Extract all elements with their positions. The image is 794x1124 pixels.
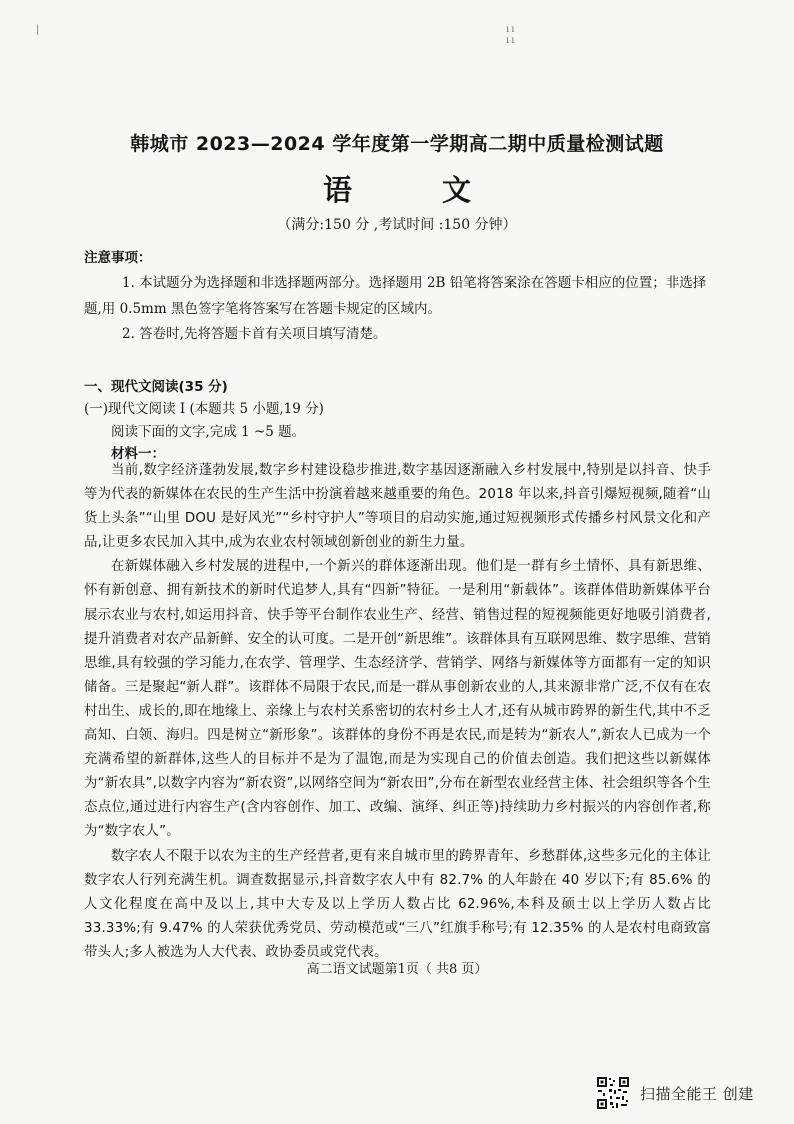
score-info: （满分:150 分 ,考试时间 :150 分钟） bbox=[277, 217, 517, 233]
scan-marks bbox=[36, 24, 517, 46]
qr-code-icon bbox=[596, 1076, 630, 1110]
reading-instruction: 阅读下面的文字,完成 1 ~5 题。 bbox=[111, 424, 306, 440]
subsection-heading: (一)现代文阅读 I (本题共 5 小题,19 分) bbox=[84, 401, 324, 417]
watermark-text: 扫描全能王 创建 bbox=[640, 1084, 754, 1103]
notice-heading: 注意事项： bbox=[84, 250, 152, 266]
paragraph: 数字农人不限于以农为主的生产经营者,更有来自城市里的跨界青年、乡愁群体,这些多元化的主体让数字农人行列充满生机。调查数据显示,抖音数字农人中有 82.7% 的人年龄在 40 岁以下;有 85.6% 的人文化程度在高中及以上,其中大专及以上学历人数占比 62.96%,本科及硕士以上学历人数占比 33.33%;有 9.47% 的人荣获优秀党员、劳动模范或“三八”红旗手称号;有 12.35% 的人是农村电商致富带头人;多人被选为人大代表、政协委员或党代表。 bbox=[84, 848, 711, 960]
notice-item-1-text: 1. 本试题分为选择题和非选择题两部分。选择题用 2B 铅笔将答案涂在答题卡相应的位置；非选择题,用 0.5mm 黑色签字笔将答案写在答题卡规定的区域内。 bbox=[84, 275, 707, 317]
scanner-watermark bbox=[596, 1074, 754, 1112]
notice-item-2-text: 2. 答卷时,先将答题卡首有关项目填写清楚。 bbox=[122, 326, 387, 342]
scan-mark-left: | bbox=[36, 24, 42, 35]
subject-title: 语 文 bbox=[322, 173, 512, 207]
paragraph: 在新媒体融入乡村发展的进程中,一个新兴的群体逐渐出现。他们是一群有乡土情怀、具有新思维、怀有新创意、拥有新技术的新时代追梦人,具有“四新”特征。一是利用“新载体”。该群体借助新媒体平台展示农业与农村,如运用抖音、快手等平台制作农业生产、经营、销售过程的短视频能更好地吸引消费者,提升消费者对农产品新鲜、安全的认可度。二是开创“新思维”。该群体具有互联网思维、数字思维、营销思维,具有较强的学习能力,在农学、管理学、生态经济学、营销学、网络与新媒体等方面都有一定的知识储备。三是聚起“新人群”。该群体不局限于农民,而是一群从事创新农业的人,其来源非常广泛,不仅有在农村出生、成长的,即在地缘上、亲缘上与农村关系密切的农村乡土人才,还有从城市跨界的新生代,其中不乏高知、白领、海归。四是树立“新形象”。该群体的身份不再是农民,而是转为“新农人”,新农人已成为一个充满希望的新群体,这些人的目标并不是为了温饱,而是为实现自己的价值去创造。我们把这些以新媒体为“新农具”,以数字内容为“新农资”,以网络空间为“新农田”,分布在新型农业经营主体、社会组织等各个生态点位,通过进行内容生产(含内容创作、加工、改编、演绎、纠正等)持续助力乡村振兴的内容创作者,称为“数字农人”。 bbox=[84, 559, 711, 840]
material-label: 材料一： bbox=[111, 446, 165, 462]
notice-item-2 bbox=[84, 321, 710, 347]
page-footer: 高二语文试题第1页（ 共8 页） bbox=[306, 962, 488, 977]
scan-mark-right: ıı ıı bbox=[506, 24, 517, 46]
exam-title: 韩城市 2023—2024 学年度第一学期高二期中质量检测试题 bbox=[130, 133, 664, 155]
paragraph: 当前,数字经济蓬勃发展,数字乡村建设稳步推进,数字基因逐渐融入乡村发展中,特别是以抖音、快手等为代表的新媒体在农民的生产生活中扮演着越来越重要的角色。2018 年以来,抖音引爆短视频,随着“山货上头条”“山里 DOU 是好风光”“乡村守护人”等项目的启动实施,通过短视频形式传播乡村风景文化和产品,让更多农民加入其中,成为农业农村领域创新创业的新生力量。 bbox=[84, 463, 711, 551]
section-heading: 一、现代文阅读(35 分) bbox=[84, 379, 228, 395]
notice-item-1 bbox=[84, 270, 710, 322]
passage-body bbox=[84, 459, 711, 965]
